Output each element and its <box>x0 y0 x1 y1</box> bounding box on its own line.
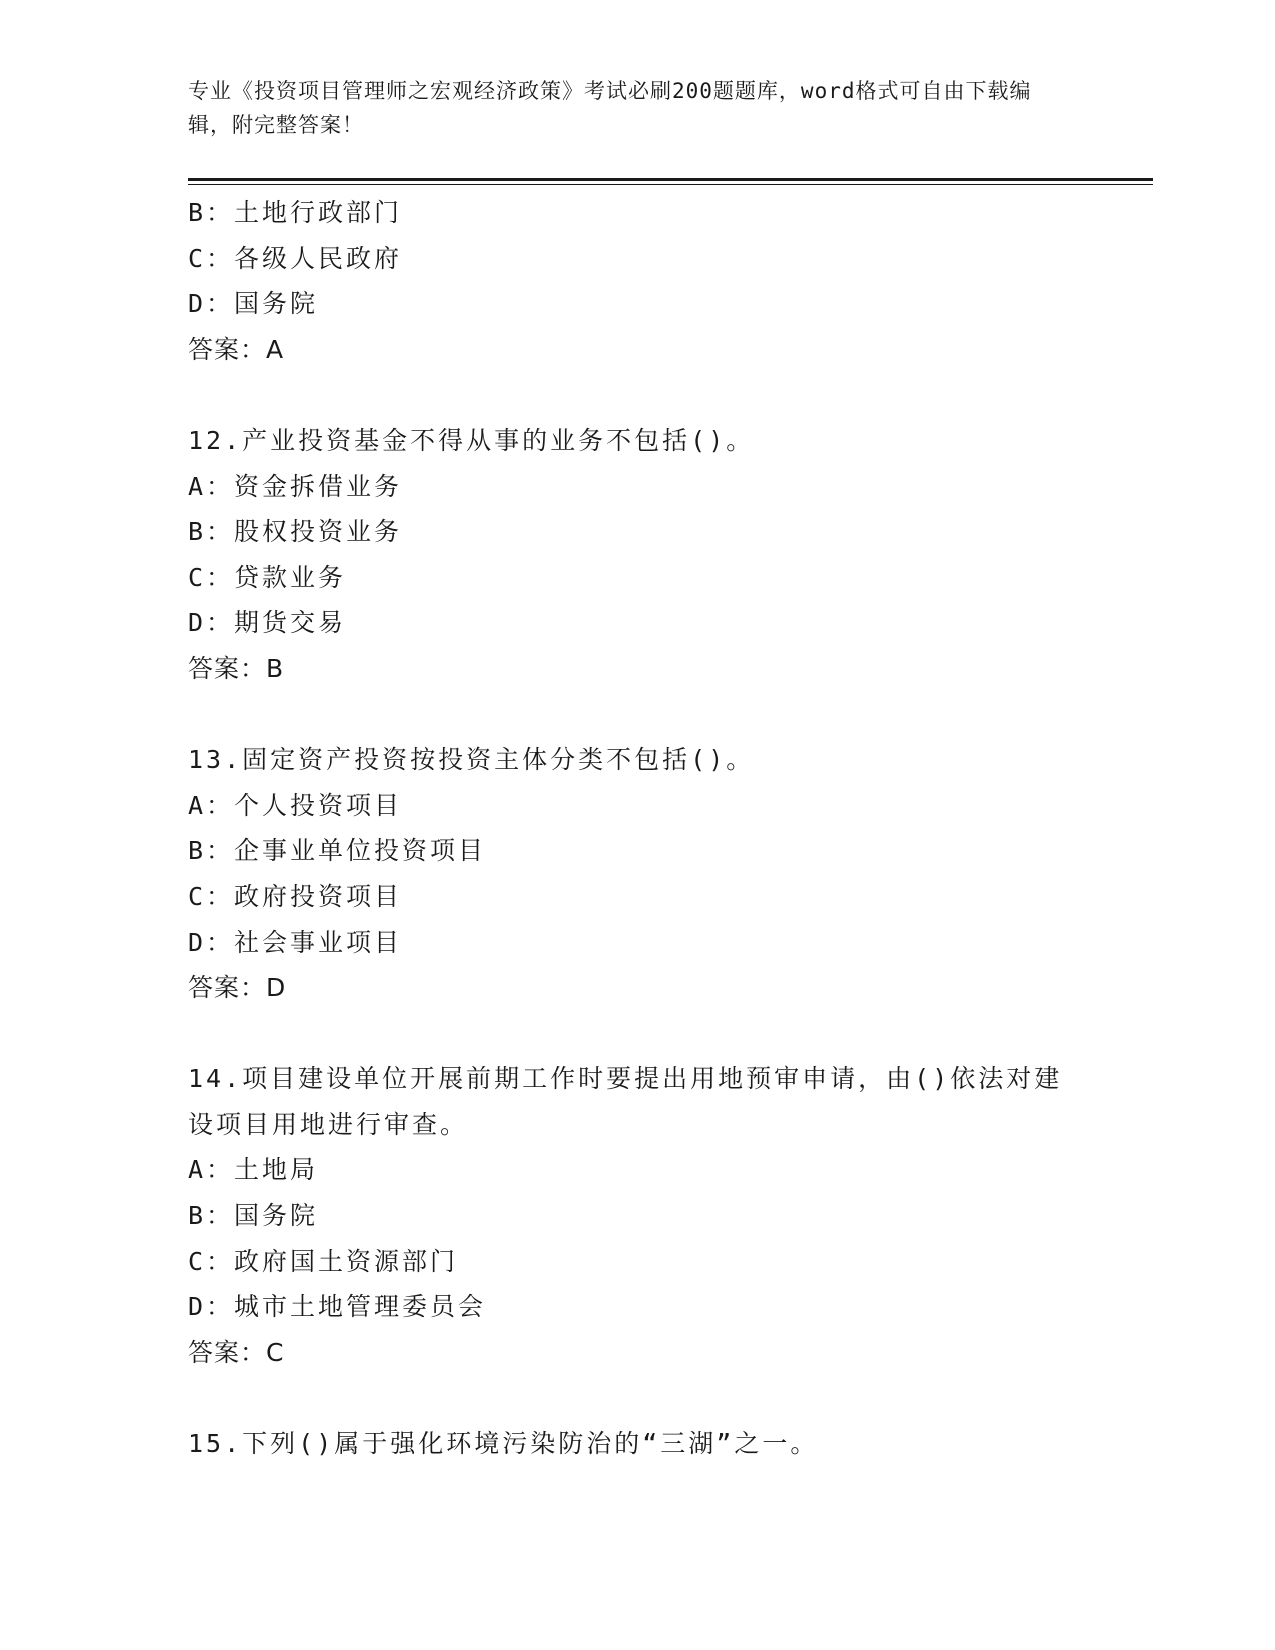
divider-thick-line <box>188 178 1153 181</box>
question-11-continued <box>188 190 1088 372</box>
header-divider <box>188 178 1153 185</box>
option-b: B：企事业单位投资项目 <box>188 836 487 866</box>
question-12 <box>188 418 1088 692</box>
header-text: 专业《投资项目管理师之宏观经济政策》考试必刷200题题库，word格式可自由下载编辑，附完整答案！ <box>188 79 1032 137</box>
option-c: C：贷款业务 <box>188 562 347 592</box>
spacer <box>188 1375 1088 1421</box>
answer: 答案：C <box>188 1337 285 1367</box>
option-d: D：国务院 <box>188 289 319 319</box>
option-b: B：股权投资业务 <box>188 517 403 547</box>
option-d: D：社会事业项目 <box>188 927 403 957</box>
answer: 答案：B <box>188 653 285 683</box>
question-stem: 13.固定资产投资按投资主体分类不包括()。 <box>188 745 755 775</box>
option-a: A：资金拆借业务 <box>188 471 403 501</box>
spacer <box>188 1011 1088 1057</box>
spacer <box>188 372 1088 418</box>
answer: 答案：D <box>188 973 287 1003</box>
question-13 <box>188 737 1088 1011</box>
spacer <box>188 692 1088 738</box>
question-stem: 14.项目建设单位开展前期工作时要提出用地预审申请，由()依法对建设项目用地进行审查。 <box>188 1064 1063 1139</box>
option-d: D：期货交易 <box>188 608 347 638</box>
question-15 <box>188 1421 1088 1467</box>
question-list <box>188 190 1088 1467</box>
option-d: D：城市土地管理委员会 <box>188 1292 487 1322</box>
question-14 <box>188 1056 1088 1375</box>
option-b: B：土地行政部门 <box>188 198 403 227</box>
option-c: C：政府投资项目 <box>188 881 403 911</box>
question-stem: 15.下列()属于强化环境污染防治的“三湖”之一。 <box>188 1429 819 1459</box>
option-a: A：土地局 <box>188 1155 319 1185</box>
option-c: C：各级人民政府 <box>188 243 403 273</box>
option-c: C：政府国土资源部门 <box>188 1246 459 1276</box>
document-header <box>188 74 1068 142</box>
divider-thin-line <box>188 184 1153 185</box>
option-b: B：国务院 <box>188 1201 319 1231</box>
answer: 答案：A <box>188 334 285 364</box>
option-a: A：个人投资项目 <box>188 790 403 820</box>
question-stem: 12.产业投资基金不得从事的业务不包括()。 <box>188 425 755 455</box>
